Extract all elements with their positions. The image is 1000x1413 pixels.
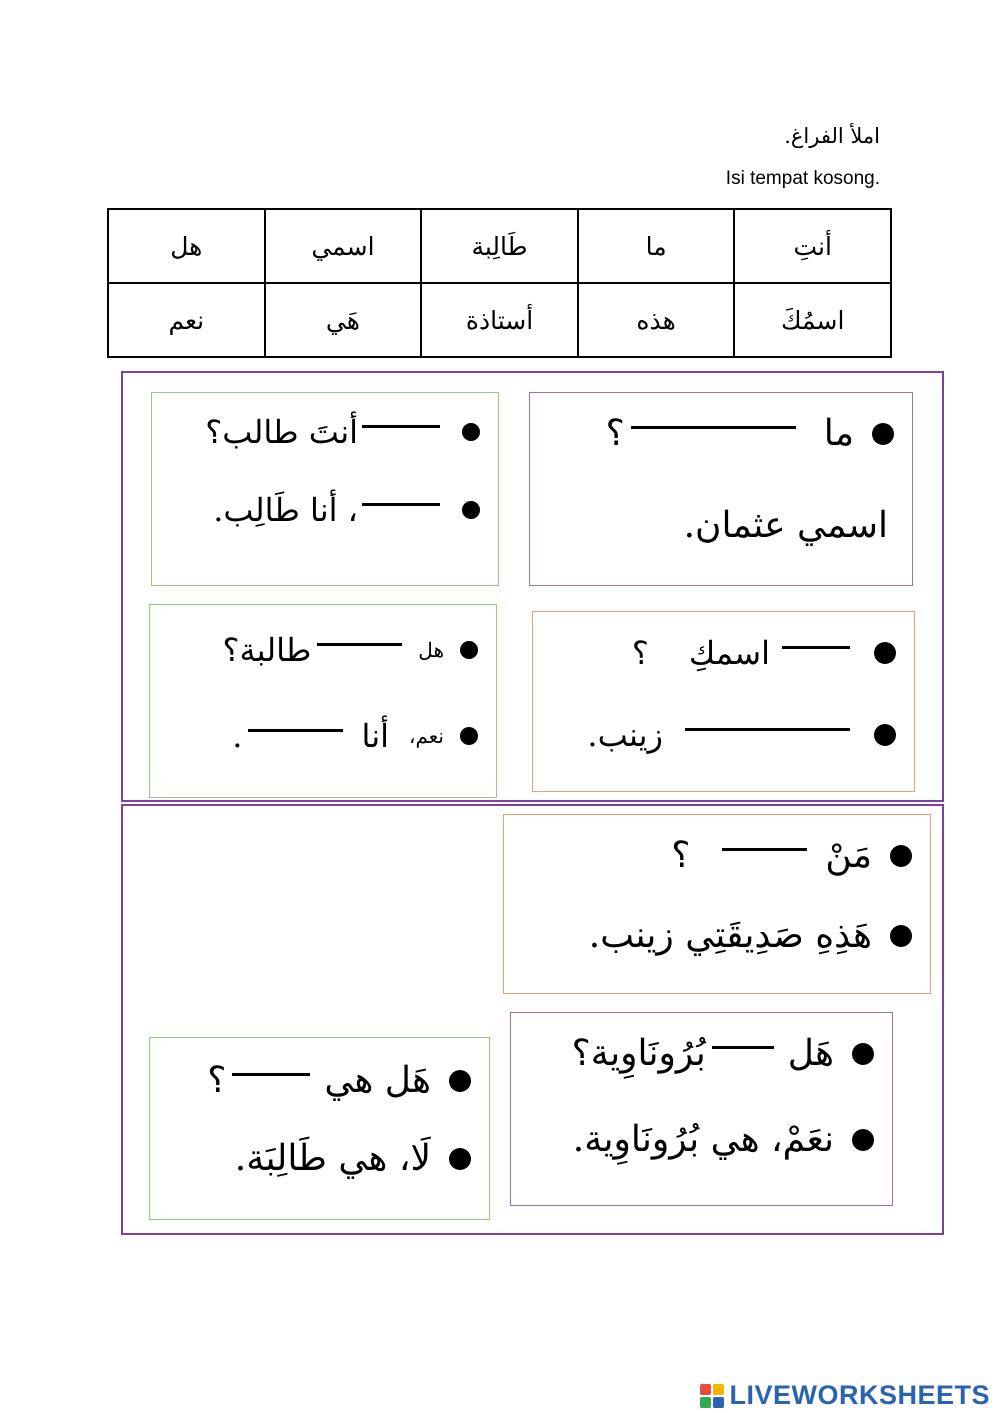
bullet-icon	[460, 641, 478, 659]
brand-name: LIVEWORKSHEETS	[729, 1380, 990, 1410]
prompt-text: هل	[418, 638, 444, 662]
answer-line	[684, 505, 888, 546]
dialogue-card-5	[503, 814, 931, 994]
question-line	[671, 835, 912, 876]
prompt-text: أنتَ طالب؟	[205, 413, 358, 451]
question-line	[606, 413, 894, 454]
bullet-icon	[462, 423, 480, 441]
question-line	[572, 1033, 874, 1074]
bullet-icon	[449, 1070, 471, 1092]
prompt-text: ؟	[631, 634, 649, 672]
prompt-text: مَنْ	[825, 835, 872, 876]
answer-text: لَا، هي طَالِبَة.	[234, 1138, 431, 1179]
prompt-text: ؟	[207, 1060, 227, 1101]
answer-blank[interactable]	[362, 503, 440, 506]
word-bank-row	[108, 209, 891, 283]
prompt-text: بُرُونَاوِية؟	[571, 1033, 706, 1074]
answer-line	[232, 717, 478, 755]
answer-blank[interactable]	[631, 426, 796, 429]
question-line	[632, 634, 896, 672]
bullet-icon	[460, 727, 478, 745]
prompt-text: ما	[823, 413, 854, 454]
answer-blank[interactable]	[712, 1046, 774, 1049]
dialogue-card-6	[510, 1012, 893, 1206]
answer-line	[573, 1119, 874, 1160]
answer-blank[interactable]	[317, 643, 402, 646]
bullet-icon	[852, 1129, 874, 1151]
answer-blank[interactable]	[248, 729, 343, 732]
word-bank-cell: ما	[578, 209, 735, 283]
prompt-text: هَل هي	[324, 1060, 431, 1101]
answer-line	[587, 716, 896, 754]
instruction-arabic: املأ الفراغ.	[784, 124, 880, 148]
answer-blank[interactable]	[722, 848, 807, 851]
bullet-icon	[890, 925, 912, 947]
prompt-text: طالبة؟	[222, 631, 312, 669]
instruction-malay: Isi tempat kosong.	[725, 168, 880, 189]
dialogue-card-1	[529, 392, 913, 586]
word-bank-cell: نعم	[108, 283, 265, 357]
prompt-text: اسمكِ	[688, 634, 770, 672]
answer-text: .	[232, 717, 243, 755]
bullet-icon	[872, 423, 894, 445]
answer-blank[interactable]	[362, 425, 440, 428]
question-line	[223, 631, 478, 669]
answer-text: نعم،	[409, 724, 444, 748]
word-bank-row	[108, 283, 891, 357]
bullet-icon	[462, 501, 480, 519]
bullet-icon	[449, 1148, 471, 1170]
answer-line	[235, 1138, 471, 1179]
bullet-icon	[852, 1043, 874, 1065]
dialogue-card-3	[532, 611, 915, 792]
answer-text: أنا	[361, 717, 390, 755]
answer-text: ، أنا طَالِب.	[213, 491, 358, 529]
word-bank-cell: اسمُكَ	[734, 283, 891, 357]
logo-mark-icon	[700, 1384, 724, 1408]
prompt-text: ؟	[605, 413, 625, 454]
liveworksheets-logo	[700, 1380, 990, 1411]
word-bank-cell: هذه	[578, 283, 735, 357]
prompt-text: ؟	[671, 835, 691, 876]
answer-blank[interactable]	[685, 728, 850, 731]
answer-text: هَذِهِ صَدِيقَتِي زينب.	[588, 915, 872, 956]
word-bank-cell: طَالِبة	[421, 209, 578, 283]
bullet-icon	[874, 642, 896, 664]
answer-line	[213, 491, 480, 529]
answer-text: نعَمْ، هي بُرُونَاوِية.	[572, 1119, 834, 1160]
word-bank-cell: أنتِ	[734, 209, 891, 283]
bullet-icon	[874, 724, 896, 746]
dialogue-card-4	[149, 604, 497, 798]
answer-blank[interactable]	[782, 646, 850, 649]
dialogue-card-7	[149, 1037, 490, 1220]
answer-text: زينب.	[587, 716, 663, 754]
word-bank-table	[107, 208, 892, 358]
word-bank-cell: هَي	[265, 283, 422, 357]
prompt-text: هَل	[787, 1033, 834, 1074]
answer-blank[interactable]	[232, 1073, 310, 1076]
word-bank-cell: اسمي	[265, 209, 422, 283]
word-bank-cell: هل	[108, 209, 265, 283]
question-line	[205, 413, 480, 451]
word-bank-cell: أستاذة	[421, 283, 578, 357]
bullet-icon	[890, 845, 912, 867]
dialogue-card-2	[151, 392, 499, 586]
question-line	[207, 1060, 471, 1101]
answer-line	[589, 915, 912, 956]
answer-text: اسمي عثمان.	[683, 505, 888, 546]
